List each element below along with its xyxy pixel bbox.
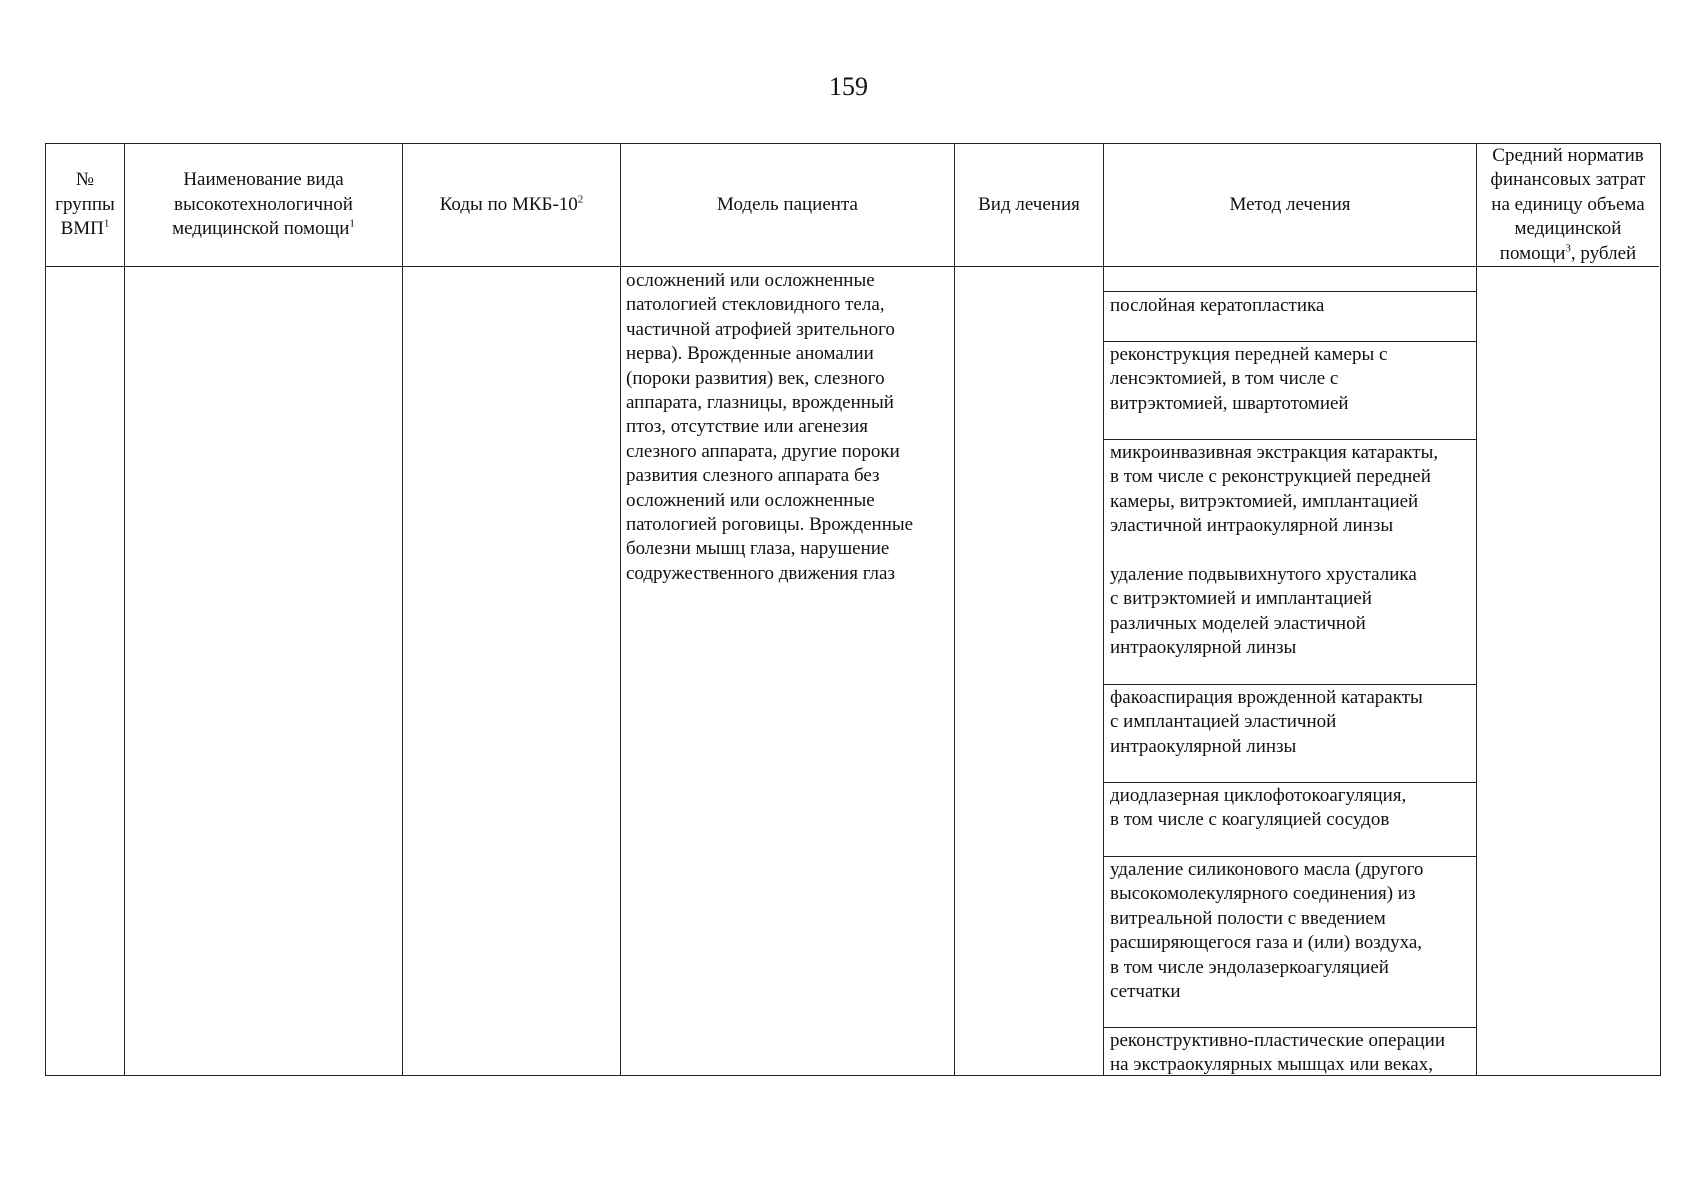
medical-care-table [45, 143, 1661, 1076]
patient-model-text: осложнений или осложненные патологией стекловидного тела, частичной атрофией зрительного нерва). Врожденные аномалии (пороки развития) век, слезного аппарата, глазницы, врожденный птоз, отсутствие или агенезия слезного аппарата, другие пороки развития слезного аппарата без осложнений или осложненные патологией роговицы. Врожденные болезни мышц глаза, нарушение содружественного движения глаз [626, 270, 914, 584]
method-item: микроинвазивная экстракция катаракты, в том числе с реконструкцией передней камеры, витрэктомией, имплантацией эластичной интраокулярной линзы [1110, 442, 1439, 537]
header-text: медицинской помощи [172, 218, 350, 240]
header-care-type-name [125, 144, 402, 266]
header-text: № [75, 169, 95, 191]
header-divider [46, 266, 1659, 267]
header-text: Наименование вида [183, 169, 344, 191]
header-treatment-method [1104, 144, 1476, 266]
header-patient-model [621, 144, 954, 266]
method-row-divider [1103, 341, 1477, 342]
column-divider [402, 144, 403, 1075]
method-row-divider [1103, 1027, 1477, 1028]
method-row-divider [1103, 856, 1477, 857]
header-text: Средний норматив [1492, 144, 1644, 166]
header-text: Метод лечения [1229, 193, 1351, 215]
header-text: высокотехнологичной [174, 193, 353, 215]
method-item: реконструктивно-пластические операции на экстраокулярных мышцах или веках, [1110, 1030, 1446, 1076]
method-item: удаление подвывихнутого хрусталика с витрэктомией и имплантацией различных моделей эластичной интраокулярной линзы [1110, 564, 1417, 659]
header-text: Модель пациента [717, 193, 858, 215]
header-treatment-type [955, 144, 1103, 266]
header-text: Вид лечения [978, 193, 1080, 215]
header-text: финансовых затрат [1490, 169, 1646, 191]
header-text: на единицу объема [1491, 193, 1645, 215]
header-text: ВМП [60, 218, 104, 240]
column-divider [124, 144, 125, 1075]
header-icd-codes [403, 144, 620, 266]
footnote-mark: 1 [103, 217, 110, 230]
footnote-mark: 2 [577, 193, 584, 206]
header-group-number [46, 144, 124, 266]
method-row-divider [1103, 439, 1477, 440]
method-item: удаление силиконового масла (другого высокомолекулярного соединения) из витреальной полости с введением расширяющегося газа и (или) воздуха, в том числе эндолазеркоагуляцией сетчатки [1110, 859, 1424, 1003]
footnote-mark: 3 [1565, 242, 1571, 255]
method-item: факоаспирация врожденной катаракты с имплантацией эластичной интраокулярной линзы [1110, 687, 1423, 757]
method-item: реконструкция передней камеры с ленсэктомией, в том числе с витрэктомией, швартотомией [1110, 344, 1388, 414]
footnote-mark: 1 [349, 217, 355, 230]
method-row-divider [1103, 291, 1477, 292]
header-text: Коды по МКБ-10 [439, 193, 578, 215]
column-divider [620, 144, 621, 1075]
header-text: медицинской [1514, 218, 1622, 240]
method-row-divider [1103, 782, 1477, 783]
column-divider [1476, 144, 1477, 1075]
page-number: 159 [829, 72, 868, 101]
method-item: диодлазерная циклофотокоагуляция, в том числе с коагуляцией сосудов [1110, 785, 1407, 831]
header-text: группы [55, 193, 115, 215]
header-average-cost [1477, 144, 1659, 266]
header-text: помощи [1499, 242, 1566, 264]
header-text: , рублей [1570, 242, 1637, 264]
method-item: послойная кератопластика [1110, 295, 1325, 316]
method-row-divider [1103, 684, 1477, 685]
